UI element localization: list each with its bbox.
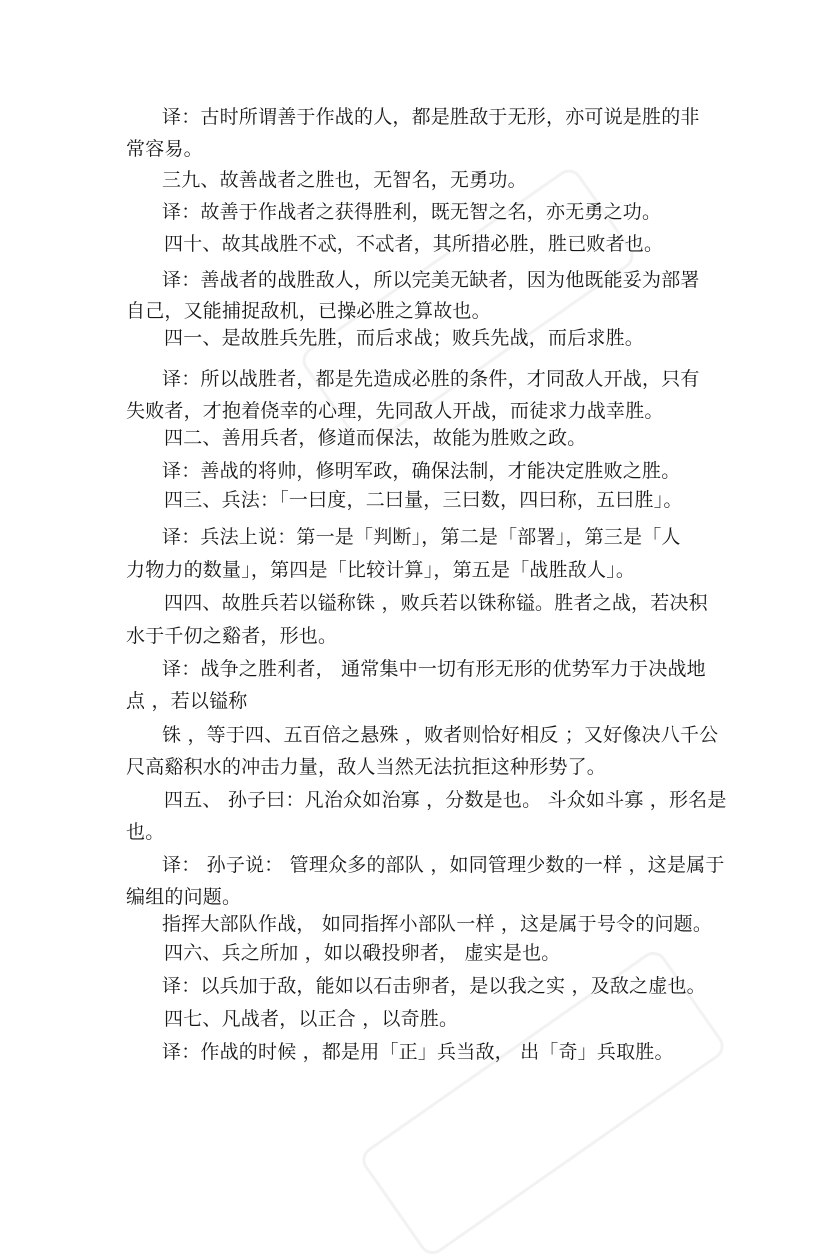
text-line: 失败者，才抱着侥幸的心理，先同敌人开战，而徒求力战幸胜。	[126, 400, 664, 422]
text-line: 四二、善用兵者，修道而保法，故能为胜败之政。	[164, 427, 587, 449]
text-line: 四四、故胜兵若以镒称铢 ，败兵若以铢称镒。胜者之战，若决积	[164, 592, 708, 614]
text-line: 译：古时所谓善于作战的人，都是胜敌于无形，亦可说是胜的非	[162, 106, 700, 128]
text-line: 力物力的数量」，第四是「比较计算」，第五是「战胜敌人」。	[126, 559, 636, 581]
text-line: 译：以兵加于敌，能如以石击卵者，是以我之实 ，及敌之虚也。	[162, 975, 706, 997]
text-line: 自己，又能捕捉敌机，已操必胜之算故也。	[126, 300, 491, 322]
text-line: 译：善战者的战胜敌人，所以完美无缺者，因为他既能妥为部署	[162, 269, 700, 291]
text-line: 四七、凡战者，以正合 ，以奇胜。	[164, 1008, 459, 1030]
text-line: 常容易。	[126, 138, 203, 160]
text-line: 编组的问题。	[126, 886, 242, 908]
text-line: 四十、故其战胜不忒，不忒者，其所措必胜，胜已败者也。	[164, 233, 664, 255]
text-line: 四三、兵法：「一曰度，二曰量，三曰数，四曰称，五曰胜」。	[164, 489, 683, 511]
text-line: 译：兵法上说：第一是「判断」，第二是「部署」，第三是「人	[162, 526, 681, 548]
text-line: 四六、兵之所加 ，如以碫投卵者， 虚实是也。	[164, 942, 561, 964]
text-line: 指挥大部队作战， 如同指挥小部队一样 ，这是属于号令的问题。	[162, 913, 713, 935]
text-line: 译：作战的时候 ，都是用「正」兵当敌， 出「奇」兵取胜。	[162, 1041, 674, 1063]
text-line: 四五、 孙子曰：凡治众如治寡 ，分数是也。 斗众如斗寡 ，形名是	[164, 789, 727, 811]
text-line: 水于千仞之谿者，形也。	[126, 625, 338, 647]
text-line: 四一、是故胜兵先胜，而后求战；败兵先战，而后求胜。	[164, 327, 645, 349]
text-line: 尺高谿积水的冲击力量，敌人当然无法抗拒这种形势了。	[126, 756, 607, 778]
text-line: 铢 ，等于四、五百倍之悬殊 ，败者则恰好相反 ；又好像决八千公	[162, 724, 719, 746]
text-line: 译：所以战胜者，都是先造成必胜的条件，才同敌人开战，只有	[162, 368, 700, 390]
text-line: 译： 孙子说： 管理众多的部队 ，如同管理少数的一样 ，这是属于	[162, 854, 725, 876]
text-line: 三九、故善战者之胜也，无智名，无勇功。	[162, 169, 527, 191]
text-line: 译：善战的将帅，修明军政，确保法制，才能决定胜败之胜。	[162, 460, 681, 482]
text-line: 译：故善于作战者之获得胜利，既无智之名，亦无勇之功。	[162, 201, 662, 223]
text-line: 点 ，若以镒称	[126, 690, 248, 712]
text-line: 也。	[126, 821, 165, 843]
text-line: 译：战争之胜利者， 通常集中一切有形无形的优势军力于决战地	[162, 658, 706, 680]
